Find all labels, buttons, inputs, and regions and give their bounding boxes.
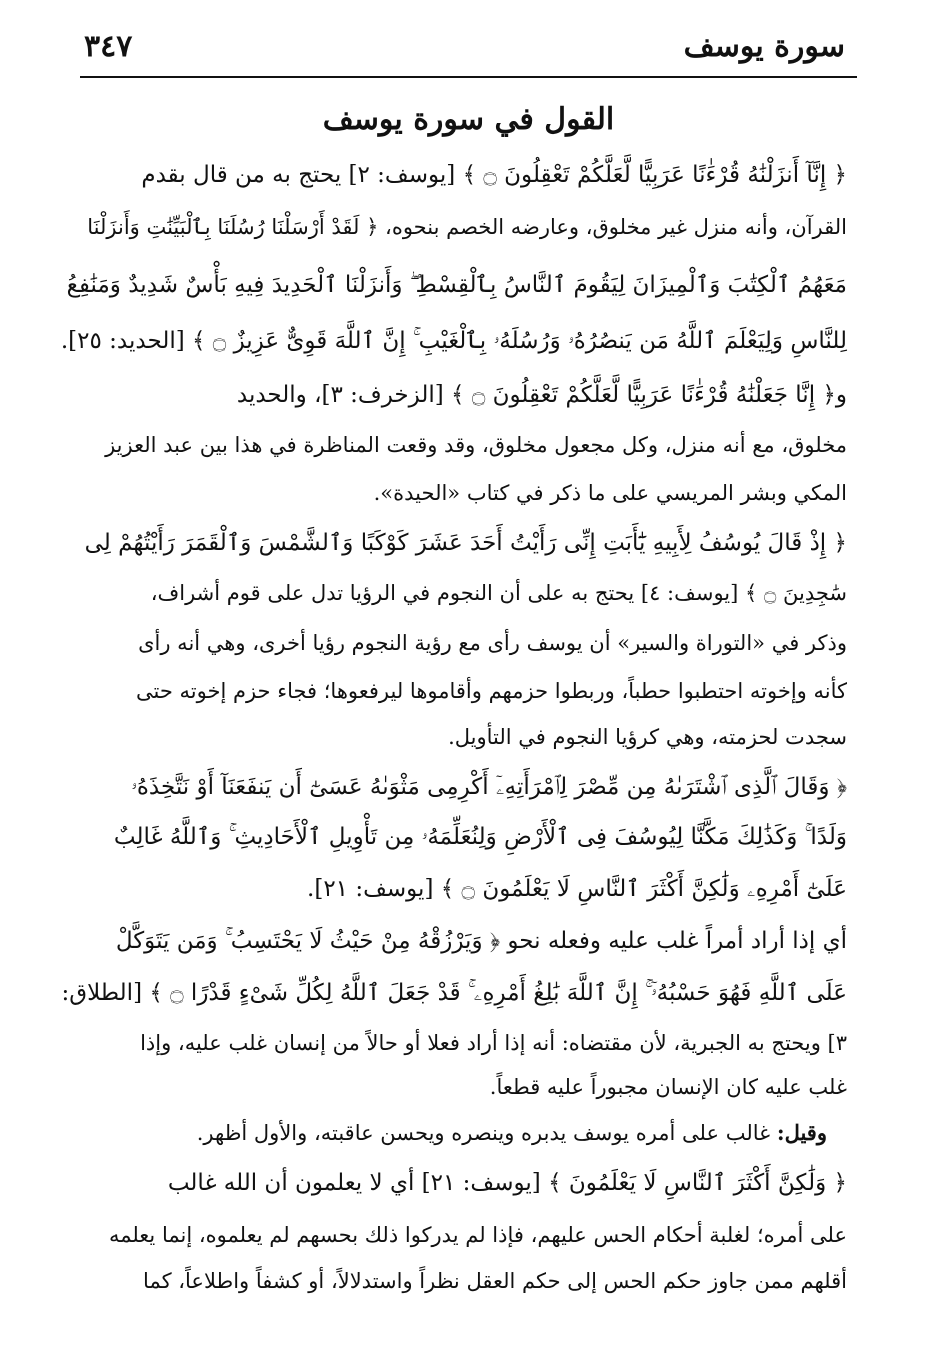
text-line: عَلَىٰٓ أَمْرِهِۦ وَلَٰكِنَّ أَكْثَرَ ٱلنَّاسِ لَا يَعْلَمُونَ ۝ ﴾ [يوسف: ٢١]. (307, 876, 847, 902)
qawl-label: وقيل: (776, 1120, 827, 1145)
text-line: أقلهم ممن جاوز حكم الحس إلى حكم العقل نظراً واستدلالاً، أو كشفاً واطلاعاً، كما (143, 1269, 847, 1293)
text-line: ﴿ وَلَٰكِنَّ أَكْثَرَ ٱلنَّاسِ لَا يَعْلَمُونَ ﴾ [يوسف: ٢١] أي لا يعلمون أن الله غالب (167, 1170, 847, 1196)
text-line: سَٰجِدِينَ ۝ ﴾ [يوسف: ٤] يحتج به على أن النجوم في الرؤيا تدل على قوم أشراف، (150, 581, 847, 605)
text-line: لِلنَّاسِ وَلِيَعْلَمَ ٱللَّهُ مَن يَنصُرُهُۥ وَرُسُلَهُۥ بِٱلْغَيْبِ ۚ إِنَّ ٱللَّهَ قَوِىٌّ عَزِيزٌ ۝ ﴾ [الحديد: ٢٥]. (60, 328, 847, 354)
text-line: غلب عليه كان الإنسان مجبوراً عليه قطعاً. (489, 1075, 847, 1099)
text-span: غالب على أمره يوسف يدبره وينصره ويحسن عاقبته، والأول أظهر. (196, 1121, 771, 1145)
running-header-title: سورة يوسف (683, 29, 845, 64)
text-line: القرآن، وأنه منزل غير مخلوق، وعارضه الخصم بنحوه، ﴿ لَقَدْ أَرْسَلْنَا رُسُلَنَا بِٱلْبَيِّنَٰتِ وَأَنزَلْنَا (87, 215, 847, 239)
text-line: و﴿ إِنَّا جَعَلْنَٰهُ قُرْءَٰنًا عَرَبِيًّا لَّعَلَّكُمْ تَعْقِلُونَ ۝ ﴾ [الزخرف: ٣]، والحديد (236, 382, 847, 408)
text-line: وَلَدًا ۚ وَكَذَٰلِكَ مَكَّنَّا لِيُوسُفَ فِى ٱلْأَرْضِ وَلِنُعَلِّمَهُۥ مِن تَأْوِيلِ ٱلْأَحَادِيثِ ۚ وَٱللَّهُ غَالِبٌ (113, 824, 847, 850)
text-line: على أمره؛ لغلبة أحكام الحس عليهم، فإذا لم يدركوا ذلك بحسهم لم يعلموه، إنما يعلمه (108, 1223, 847, 1247)
section-title: القول في سورة يوسف (322, 102, 615, 137)
text-line: ٣] ويحتج به الجبرية، لأن مقتضاه: أنه إذا أراد فعلا أو حالاً من إنسان غلب عليه، وإذا (140, 1031, 847, 1055)
text-line: عَلَى ٱللَّهِ فَهُوَ حَسْبُهُۥٓ ۚ إِنَّ ٱللَّهَ بَٰلِغُ أَمْرِهِۦ ۚ قَدْ جَعَلَ ٱللَّهُ لِكُلِّ شَىْءٍ قَدْرًا ۝ ﴾ [الطلاق: (61, 980, 847, 1006)
text-line: ﴿ إِذْ قَالَ يُوسُفُ لِأَبِيهِ يَٰٓأَبَتِ إِنِّى رَأَيْتُ أَحَدَ عَشَرَ كَوْكَبًا وَٱلشَّمْسَ وَٱلْقَمَرَ رَأَيْتُهُمْ لِى (84, 530, 847, 556)
text-line: مخلوق، مع أنه منزل، وكل مجعول مخلوق، وقد وقعت المناظرة في هذا بين عبد العزيز (105, 433, 847, 457)
page-number: ٣٤٧ (84, 29, 133, 64)
text-line (90, 1110, 827, 1156)
text-line: مَعَهُمُ ٱلْكِتَٰبَ وَٱلْمِيزَانَ لِيَقُومَ ٱلنَّاسُ بِٱلْقِسْطِ ۖ وَأَنزَلْنَا ٱلْحَدِيدَ فِيهِ بَأْسٌ شَدِيدٌ وَمَنَٰفِعُ (66, 272, 847, 298)
text-line: وذكر في «التوراة والسير» أن يوسف رأى مع رؤية النجوم رؤيا أخرى، وهي أنه رأى (138, 631, 847, 655)
text-line: ﴿ إِنَّآ أَنزَلْنَٰهُ قُرْءَٰنًا عَرَبِيًّا لَّعَلَّكُمْ تَعْقِلُونَ ۝ ﴾ [يوسف: ٢] يحتج به من قال بقدم (141, 162, 847, 188)
text-line: المكي وبشر المريسي على ما ذكر في كتاب «الحيدة». (373, 481, 847, 505)
text-line: كأنه وإخوته احتطبوا حطباً، وربطوا حزمهم وأقاموها ليرفعوها؛ فجاء حزم إخوته حتى (136, 679, 847, 703)
header-rule (80, 76, 857, 78)
text-line: أي إذا أراد أمراً غلب عليه وفعله نحو ﴿ وَيَرْزُقْهُ مِنْ حَيْثُ لَا يَحْتَسِبُ ۚ وَمَن يَتَوَكَّلْ (115, 928, 847, 954)
text-line: سجدت لحزمته، وهي كرؤيا النجوم في التأويل. (448, 725, 847, 749)
text-line: ﴿ وَقَالَ ٱلَّذِى ٱشْتَرَىٰهُ مِن مِّصْرَ لِٱمْرَأَتِهِۦٓ أَكْرِمِى مَثْوَىٰهُ عَسَىٰٓ أَن يَنفَعَنَآ أَوْ نَتَّخِذَهُۥ (131, 774, 847, 800)
